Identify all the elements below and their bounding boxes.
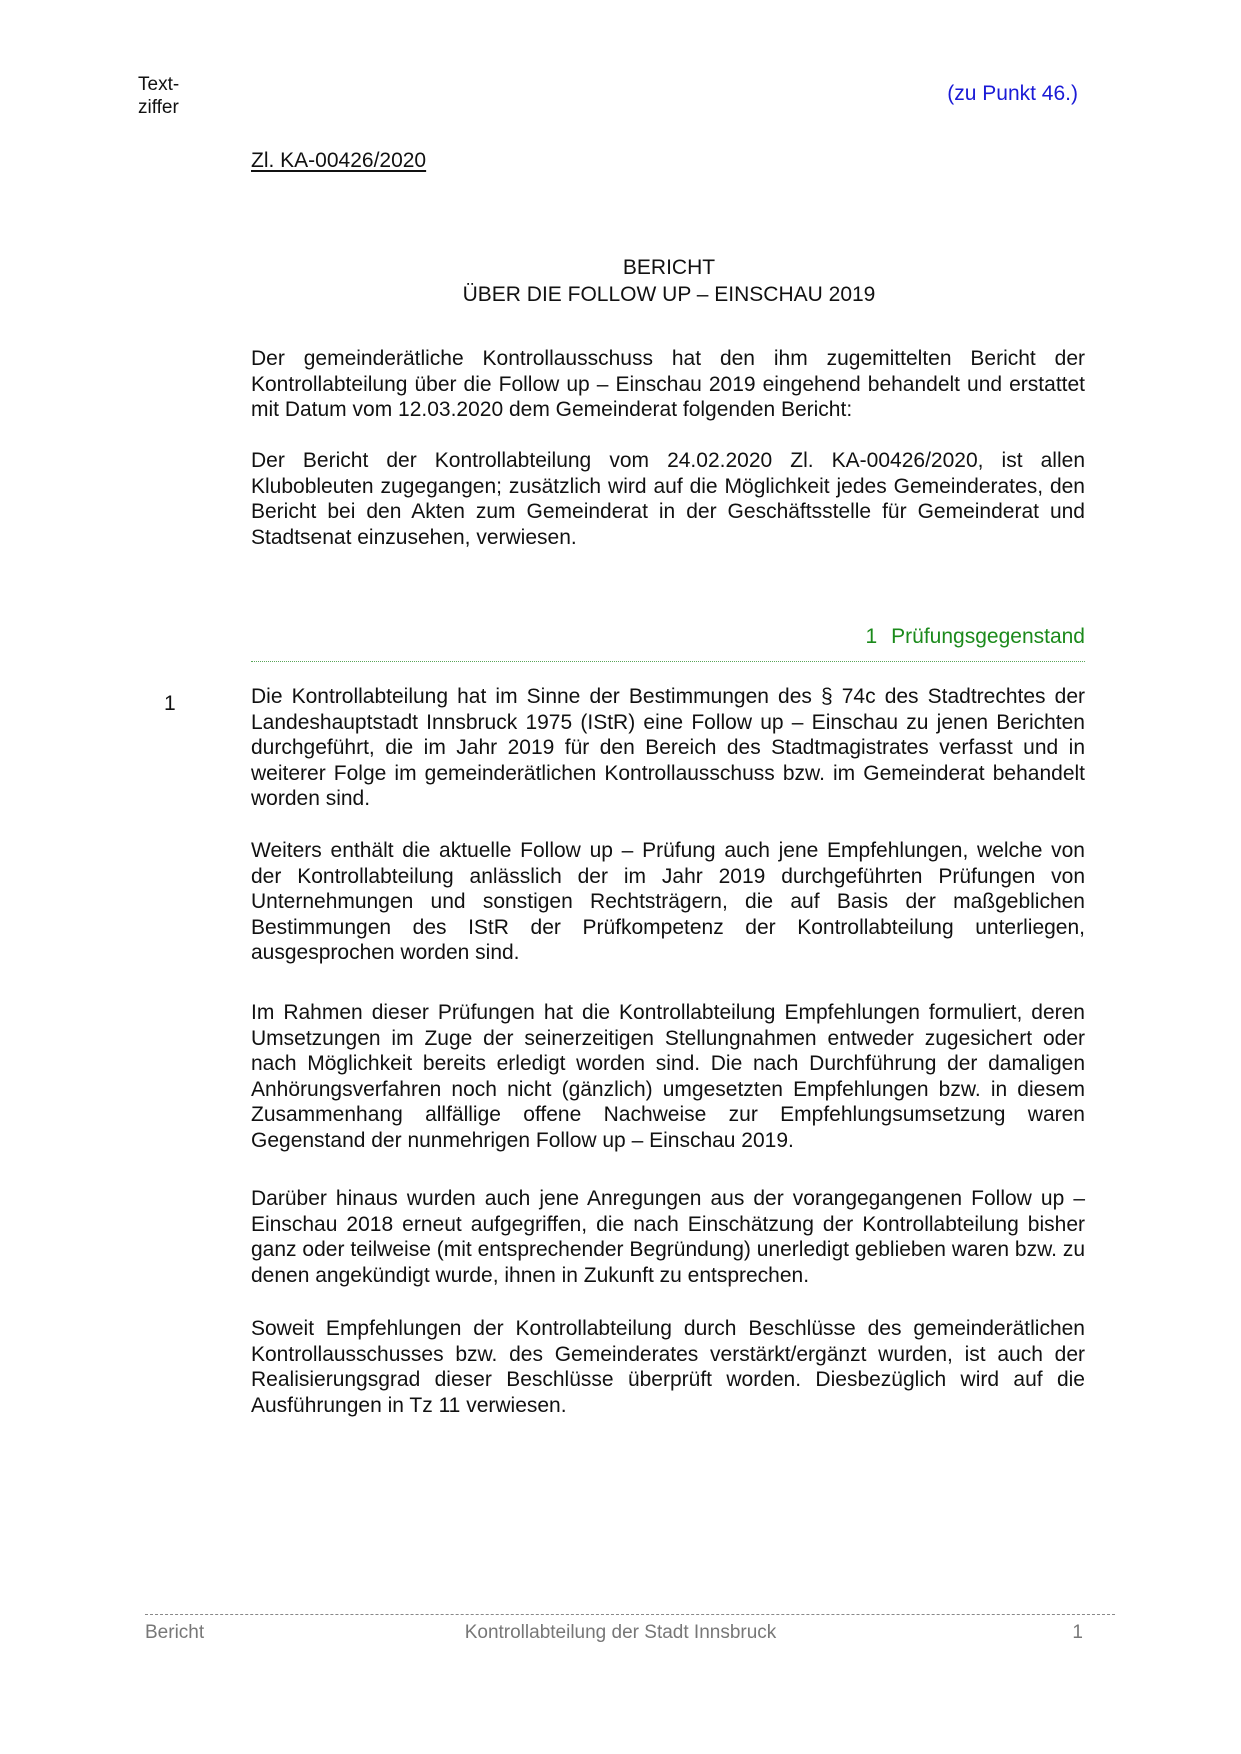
footer-divider [145,1614,1115,1615]
section-paragraph-4: Darüber hinaus wurden auch jene Anregungen aus der vorangegangenen Follow up – Einschau 2018 erneut aufgegriffen, die nach Einschätzung der Kontrollabteilung bisher ganz oder teilweise (mit entsprechender Begründung) unerledigt geblieben waren bzw. zu denen angekündigt wurde, ihnen in Zukunft zu entsprechen. [251,1187,1085,1287]
section-paragraph-2: Weiters enthält die aktuelle Follow up – Prüfung auch jene Empfehlungen, welche von der Kontrollabteilung anlässlich der im Jahr 2019 durchgeführten Prüfungen von Unternehmungen und sonstigen Rechtsträgern, die auf Basis der maßgeblichen Bestimmungen des IStR der Prüfkompetenz der Kontrollabteilung unterliegen, ausgesprochen worden sind. [251,839,1085,965]
report-title [251,254,1087,308]
footer-organization: Kontrollabteilung der Stadt Innsbruck [464,1622,777,1643]
intro-paragraph-1: Der gemeinderätliche Kontrollausschuss hat den ihm zugemittelten Bericht der Kontrollabteilung über die Follow up – Einschau 2019 eingehend behandelt und erstattet mit Datum vom 12.03.2020 dem Gemeinderat folgenden Bericht: [251,347,1085,422]
file-number: Zl. KA-00426/2020 [251,149,427,172]
report-title-line-1: BERICHT [622,256,716,279]
section-heading [251,625,1085,649]
page-number: 1 [1072,1622,1083,1643]
section-title: Prüfungsgegenstand [891,625,1085,648]
section-divider [251,661,1085,662]
reference-note: (zu Punkt 46.) [947,82,1078,105]
textziffer-number: 1 [164,692,176,715]
margin-label-textziffer: Text- ziffer [138,74,180,118]
intro-paragraph-2: Der Bericht der Kontrollabteilung vom 24.02.2020 Zl. KA-00426/2020, ist allen Klubobleuten zugegangen; zusätzlich wird auf die Möglichkeit jedes Gemeinderates, den Bericht bei den Akten zum Gemeinderat in der Geschäftsstelle für Gemeinderat und Stadtsenat einzusehen, verwiesen. [251,449,1085,549]
section-paragraph-5: Soweit Empfehlungen der Kontrollabteilung durch Beschlüsse des gemeinderätlichen Kontrollausschusses bzw. des Gemeinderates verstärkt/ergänzt wurden, ist auch der Realisierungsgrad dieser Beschlüsse überprüft worden. Diesbezüglich wird auf die Ausführungen in Tz 11 verwiesen. [251,1317,1085,1417]
section-paragraph-3: Im Rahmen dieser Prüfungen hat die Kontrollabteilung Empfehlungen formuliert, deren Umsetzungen im Zuge der seinerzeitigen Stellungnahmen entweder zugesichert oder nach Möglichkeit bereits erledigt worden sind. Die nach Durchführung der damaligen Anhörungsverfahren noch nicht (gänzlich) umgesetzten Empfehlungen bzw. in diesem Zusammenhang allfällige offene Nachweise zur Empfehlungsumsetzung waren Gegenstand der nunmehrigen Follow up – Einschau 2019. [251,1001,1085,1152]
section-paragraph-1: Die Kontrollabteilung hat im Sinne der Bestimmungen des § 74c des Stadtrechtes der Landeshauptstadt Innsbruck 1975 (IStR) eine Follow up – Einschau zu jenen Berichten durchgeführt, die im Jahr 2019 für den Bereich des Stadtmagistrates verfasst und in weiterer Folge im gemeinderätlichen Kontrollausschuss bzw. im Gemeinderat behandelt worden sind. [251,685,1085,811]
report-title-line-2: ÜBER DIE FOLLOW UP – EINSCHAU 2019 [462,283,876,306]
footer-label: Bericht [145,1622,205,1643]
section-number: 1 [865,625,878,648]
